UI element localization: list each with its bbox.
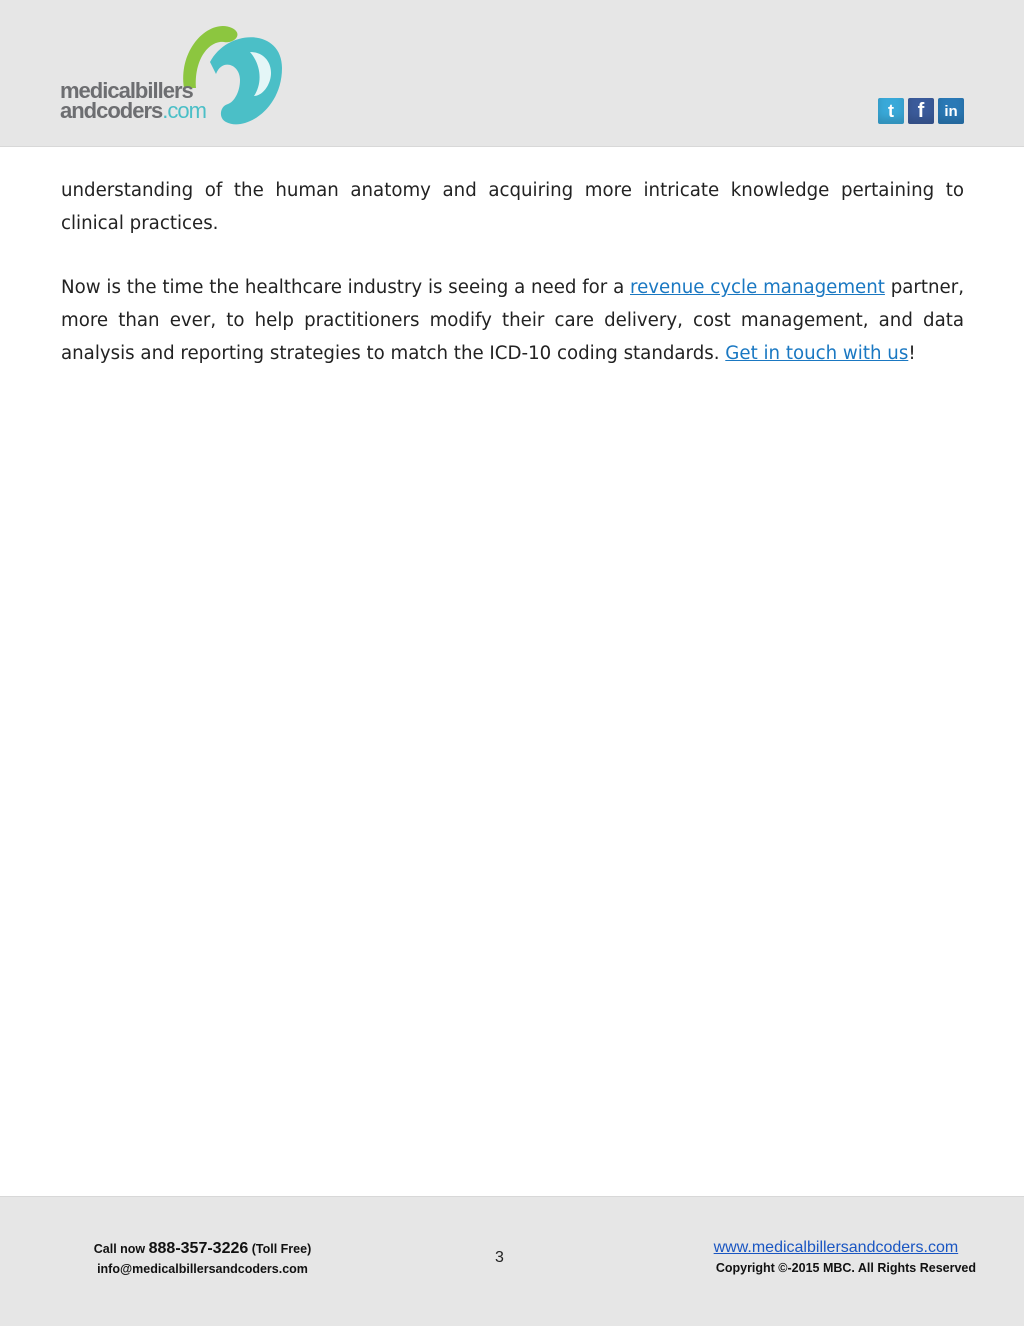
footer-phone-line xyxy=(80,1239,325,1259)
paragraph-2-text-b: partner, more than ever, to help practitioners modify their care delivery, cost management, and data analysis and reporting strategies to match the ICD-10 coding standards. xyxy=(61,277,964,364)
paragraph-2-end: ! xyxy=(908,342,916,364)
page-header xyxy=(0,0,1024,147)
paragraph-2-text-a: Now is the time the healthcare industry is seeing a need for a xyxy=(61,277,631,299)
call-now-label: Call now xyxy=(93,1242,149,1256)
footer-contact xyxy=(80,1239,325,1279)
paragraph-1: understanding of the human anatomy and acquiring more intricate knowledge pertaining to clinical practices. xyxy=(61,180,964,234)
logo-text-suffix: .com xyxy=(162,98,206,123)
facebook-icon[interactable]: f xyxy=(908,98,934,124)
company-logo[interactable] xyxy=(58,18,298,132)
website-link[interactable]: www.medicalbillersandcoders.com xyxy=(713,1239,959,1256)
page-number: 3 xyxy=(495,1249,504,1266)
footer-site-info xyxy=(696,1237,976,1277)
linkedin-icon[interactable]: in xyxy=(938,98,964,124)
toll-free-label: (Toll Free) xyxy=(248,1242,312,1256)
footer-email[interactable]: info@medicalbillersandcoders.com xyxy=(97,1262,308,1276)
document-body xyxy=(61,175,964,371)
phone-number[interactable]: 888-357-3226 xyxy=(148,1240,249,1257)
social-links xyxy=(878,98,964,124)
get-in-touch-link[interactable]: Get in touch with us xyxy=(725,342,909,364)
page-footer xyxy=(0,1196,1024,1326)
revenue-cycle-management-link[interactable]: revenue cycle management xyxy=(630,277,885,299)
logo-text-line1: medicalbillers xyxy=(60,78,193,103)
logo-text-name: andcoders xyxy=(60,98,163,123)
paragraph-2 xyxy=(61,272,964,370)
copyright-text: Copyright ©-2015 MBC. All Rights Reserved xyxy=(715,1261,976,1275)
twitter-icon[interactable]: t xyxy=(878,98,904,124)
logo-text-line2 xyxy=(60,100,206,122)
